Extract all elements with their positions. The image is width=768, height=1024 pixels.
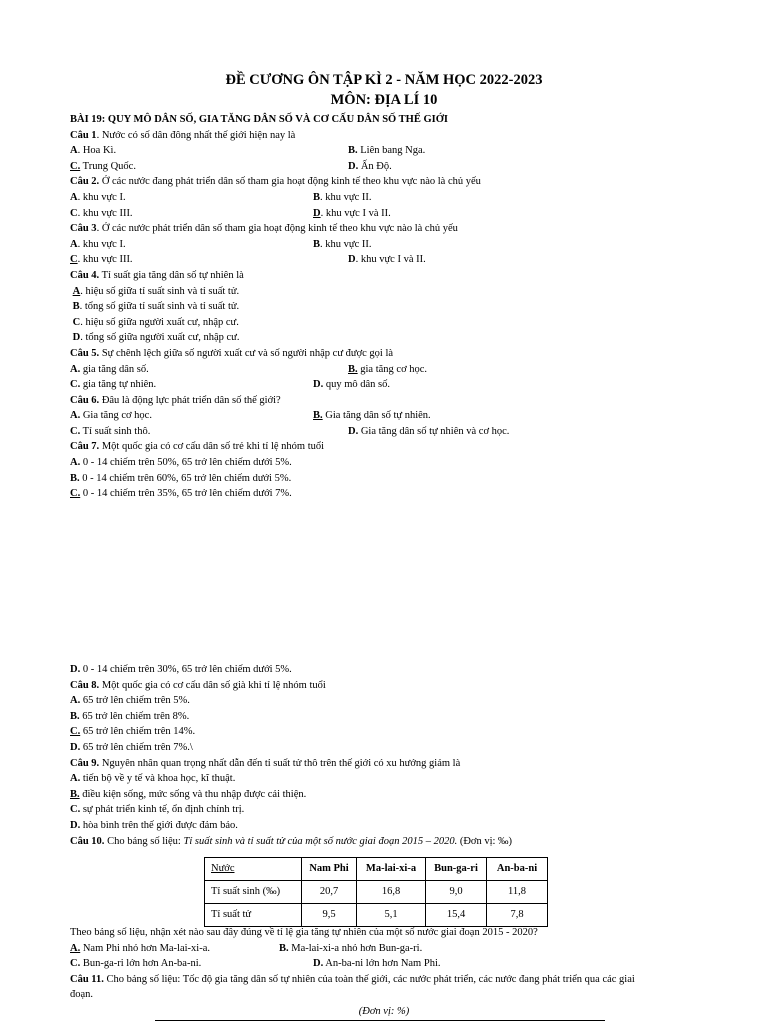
table-header-row xyxy=(205,858,548,881)
q1-option-a[interactable]: A. Hoa Kì. xyxy=(70,145,117,157)
lesson-heading: BÀI 19: QUY MÔ DÂN SỐ, GIA TĂNG DÂN SỐ VÀ CƠ CẤU DÂN SỐ THẾ GIỚI xyxy=(70,114,448,125)
q1-option-c[interactable]: C. Trung Quốc. xyxy=(70,160,136,172)
question-block-end xyxy=(70,925,710,1003)
q7-option-c[interactable]: C. 0 - 14 chiếm trên 35%, 65 trở lên chiếm dưới 7%. xyxy=(70,488,292,500)
q2-row-cd xyxy=(70,206,710,222)
q10-row-ab xyxy=(70,941,710,957)
table-header-cell: Nước xyxy=(205,858,302,881)
q4-option-a[interactable]: A. hiệu số giữa tỉ suất sinh và tỉ suất tử. xyxy=(72,285,240,297)
table-cell: 7,8 xyxy=(487,904,548,927)
question-11-cont: đoạn. xyxy=(70,989,94,1001)
table-header-cell: Bun-ga-ri xyxy=(426,858,487,881)
q4-option-d[interactable]: D. tổng số giữa người xuất cư, nhập cư. xyxy=(72,332,240,344)
q2-option-d[interactable]: D. khu vực I và II. xyxy=(313,207,391,219)
question-6: Câu 6. Đâu là động lực phát triển dân số thế giới? xyxy=(70,394,281,406)
question-7: Câu 7. Một quốc gia có cơ cấu dân số trẻ khi tỉ lệ nhóm tuổi xyxy=(70,441,325,453)
q5-option-b[interactable]: B. gia tăng cơ học. xyxy=(348,363,428,375)
table-cell: 20,7 xyxy=(302,881,357,904)
q2-option-b[interactable]: B. khu vực II. xyxy=(313,191,372,203)
q9-option-b[interactable]: B. điều kiện sống, mức sống và thu nhập được cải thiện. xyxy=(70,788,307,800)
q1-row-cd xyxy=(70,159,710,175)
birth-death-rate-table xyxy=(204,857,548,927)
q3-option-a[interactable]: A. khu vực I. xyxy=(70,238,126,250)
table-header-cell: An-ba-ni xyxy=(487,858,548,881)
q9-option-a[interactable]: A. tiến bộ về y tế và khoa học, kĩ thuật. xyxy=(70,773,236,785)
q10-row-cd xyxy=(70,956,710,972)
q6-option-c[interactable]: C. Tỉ suất sinh thô. xyxy=(70,425,151,437)
q2-option-c[interactable]: C. khu vực III. xyxy=(70,207,133,219)
table-cell: Tỉ suất tử xyxy=(205,904,302,927)
question-block-top xyxy=(70,112,710,502)
q2-option-a[interactable]: A. khu vực I. xyxy=(70,191,126,203)
q8-option-b[interactable]: B. 65 trở lên chiếm trên 8%. xyxy=(70,710,190,722)
table-header-cell: Ma-lai-xi-a xyxy=(357,858,426,881)
question-5: Câu 5. Sự chênh lệch giữa số người xuất cư và số người nhập cư được gọi là xyxy=(70,347,394,359)
table-cell: Tỉ suất sinh (‰) xyxy=(205,881,302,904)
question-4: Câu 4. Tỉ suất gia tăng dân số tự nhiên là xyxy=(70,269,244,281)
table-cell: 11,8 xyxy=(487,881,548,904)
table-header-cell: Nam Phi xyxy=(302,858,357,881)
question-10: Câu 10. Cho bảng số liệu: Tỉ suất sinh và tỉ suất tử của một số nước giai đoạn 2015 – 2020. (Đơn vị: ‰) xyxy=(70,835,513,847)
question-block-bottom xyxy=(70,662,710,849)
q3-row-cd xyxy=(70,252,710,268)
question-11: Câu 11. Cho bảng số liệu: Tốc độ gia tăng dân số tự nhiên của toàn thế giới, các nước phát triển, các nước đang phát triển qua các giai xyxy=(70,973,635,985)
q5-row-cd xyxy=(70,377,710,393)
q1-option-d[interactable]: D. Ấn Độ. xyxy=(348,160,392,172)
question-2: Câu 2. Ở các nước đang phát triển dân số tham gia hoạt động kinh tế theo khu vực nào là chủ yếu xyxy=(70,176,481,188)
question-1: Câu 1. Nước có số dân đông nhất thế giới hiện nay là xyxy=(70,129,296,141)
q7-option-d[interactable]: D. 0 - 14 chiếm trên 30%, 65 trở lên chiếm dưới 5%. xyxy=(70,664,292,675)
q7-option-b[interactable]: B. 0 - 14 chiếm trên 60%, 65 trở lên chiếm dưới 5%. xyxy=(70,472,292,484)
q11-unit: (Đơn vị: %) xyxy=(358,1006,410,1017)
q3-option-c[interactable]: C. khu vực III. xyxy=(70,254,133,266)
table-row xyxy=(205,881,548,904)
q2-row-ab xyxy=(70,190,710,206)
q10-option-b[interactable]: B. Ma-lai-xi-a nhỏ hơn Bun-ga-ri. xyxy=(279,942,423,954)
table-row xyxy=(205,904,548,927)
table-cell: 15,4 xyxy=(426,904,487,927)
q10-option-d[interactable]: D. An-ba-ni lớn hơn Nam Phi. xyxy=(313,958,441,970)
q9-option-d[interactable]: D. hòa bình trên thế giới được đảm bảo. xyxy=(70,819,238,831)
table-cell: 9,0 xyxy=(426,881,487,904)
q5-option-c[interactable]: C. gia tăng tự nhiên. xyxy=(70,379,157,391)
table-top-border xyxy=(155,1020,605,1021)
q5-option-d[interactable]: D. quy mô dân số. xyxy=(313,379,391,391)
q4-option-b[interactable]: B. tổng số giữa tỉ suất sinh và tỉ suất tử. xyxy=(72,301,240,313)
question-9: Câu 9. Nguyên nhân quan trọng nhất dẫn đến tỉ suất tử thô trên thế giới có xu hướng giảm là xyxy=(70,757,461,769)
document-title: ĐỀ CƯƠNG ÔN TẬP KÌ 2 - NĂM HỌC 2022-2023 xyxy=(225,72,543,88)
q6-option-a[interactable]: A. Gia tăng cơ học. xyxy=(70,410,152,422)
q10-option-c[interactable]: C. Bun-ga-ri lớn hơn An-ba-ni. xyxy=(70,958,202,970)
q3-option-b[interactable]: B. khu vực II. xyxy=(313,238,372,250)
q10-option-a[interactable]: A. Nam Phi nhỏ hơn Ma-lai-xi-a. xyxy=(70,942,210,954)
q4-option-c[interactable]: C. hiệu số giữa người xuất cư, nhập cư. xyxy=(72,316,239,328)
q6-option-d[interactable]: D. Gia tăng dân số tự nhiên và cơ học. xyxy=(348,425,510,437)
subject-title: MÔN: ĐỊA LÍ 10 xyxy=(330,92,438,108)
table-cell: 5,1 xyxy=(357,904,426,927)
q8-option-a[interactable]: A. 65 trở lên chiếm trên 5%. xyxy=(70,695,190,707)
question-3: Câu 3. Ở các nước phát triển dân số tham gia hoạt động kinh tế theo khu vực nào là chủ yếu xyxy=(70,223,458,235)
q10-question: Theo bảng số liệu, nhận xét nào sau đây đúng về tỉ lệ gia tăng tự nhiên của một số nước giai đoạn 2015 - 2020? xyxy=(70,927,538,938)
q7-option-a[interactable]: A. 0 - 14 chiếm trên 50%, 65 trở lên chiếm dưới 5%. xyxy=(70,457,292,469)
q8-option-c[interactable]: C. 65 trở lên chiếm trên 14%. xyxy=(70,726,196,738)
q3-option-d[interactable]: D. khu vực I và II. xyxy=(348,254,426,266)
q5-row-ab xyxy=(70,362,710,378)
question-8: Câu 8. Một quốc gia có cơ cấu dân số già khi tỉ lệ nhóm tuổi xyxy=(70,679,326,691)
q1-row-ab xyxy=(70,143,710,159)
q3-row-ab xyxy=(70,237,710,253)
q5-option-a[interactable]: A. gia tăng dân số. xyxy=(70,363,149,375)
q6-option-b[interactable]: B. Gia tăng dân số tự nhiên. xyxy=(313,410,431,422)
q6-row-ab xyxy=(70,408,710,424)
table-cell: 9,5 xyxy=(302,904,357,927)
q9-option-c[interactable]: C. sự phát triển kinh tế, ổn định chính trị. xyxy=(70,804,245,816)
table-cell: 16,8 xyxy=(357,881,426,904)
q1-option-b[interactable]: B. Liên bang Nga. xyxy=(348,145,426,157)
q6-row-cd xyxy=(70,424,710,440)
q8-option-d[interactable]: D. 65 trở lên chiếm trên 7%.\ xyxy=(70,741,193,753)
